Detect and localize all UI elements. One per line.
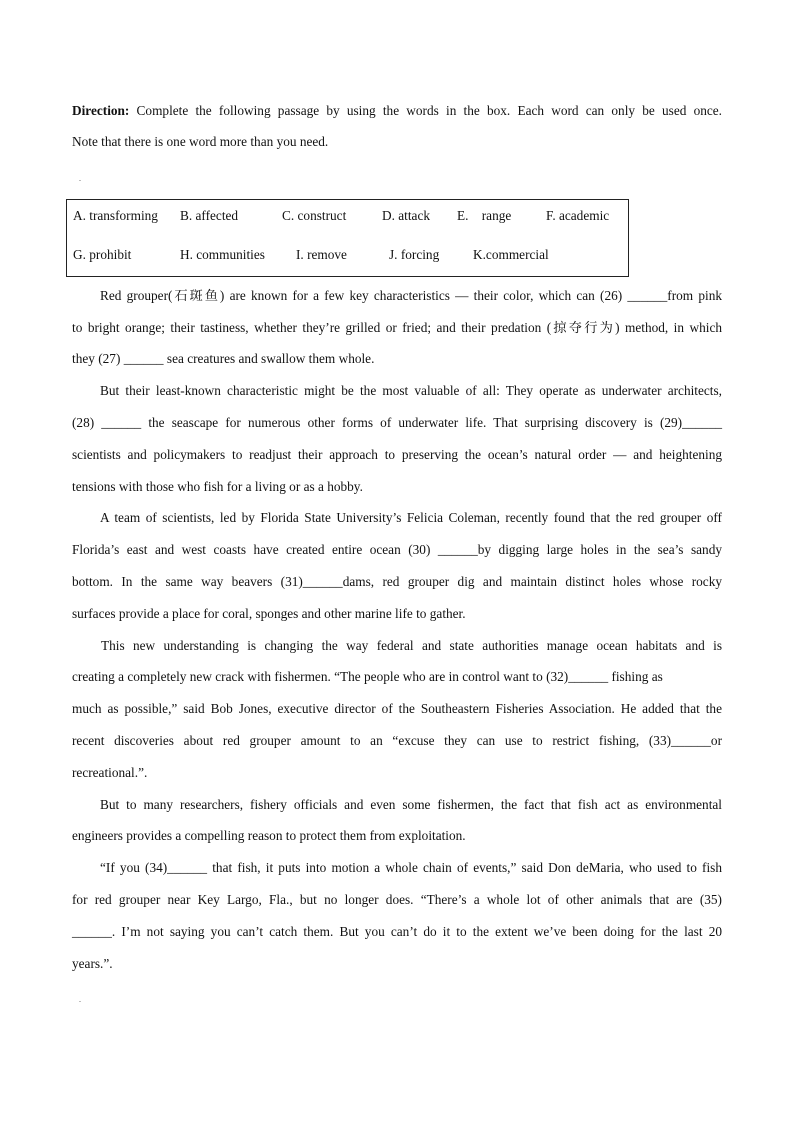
word-bank-box (66, 199, 629, 277)
direction-label: Direction: (72, 103, 130, 118)
passage-line: scientists and policymakers to readjust their approach to preserving the ocean’s natural order — and heightening (72, 447, 722, 462)
option-i: I. remove (296, 247, 347, 262)
passage-line: But to many researchers, fishery officials and even some fishermen, the fact that fish act as environmental (100, 797, 722, 812)
option-e: E. range (457, 208, 512, 223)
passage-line: recreational.”. (72, 765, 148, 780)
passage-line: for red grouper near Key Largo, Fla., but no longer does. “There’s a whole lot of other animals that are (35) (72, 892, 722, 907)
passage-line: engineers provides a compelling reason to protect them from exploitation. (72, 828, 466, 843)
option-a: A. transforming (73, 208, 158, 223)
passage-line: creating a completely new crack with fishermen. “The people who are in control want to (32)______ fishing as (72, 669, 663, 684)
passage-line: much as possible,” said Bob Jones, executive director of the Southeastern Fisheries Association. He added that the (72, 701, 722, 716)
passage-line: years.”. (72, 956, 113, 971)
passage-line: But their least-known characteristic might be the most valuable of all: They operate as underwater architects, (100, 383, 722, 398)
passage-line: bottom. In the same way beavers (31)______dams, red grouper dig and maintain distinct holes whose rocky (72, 574, 722, 589)
option-h: H. communities (180, 247, 265, 262)
passage-line: This new understanding is changing the way federal and state authorities manage ocean habitats and is (101, 638, 722, 653)
option-g: G. prohibit (73, 247, 132, 262)
passage-line: they (27) ______ sea creatures and swallow them whole. (72, 351, 375, 366)
direction-line-1 (72, 103, 722, 119)
direction-text-1: Complete the following passage by using the words in the box. Each word can only be used once. (129, 103, 722, 118)
passage-line: (28) ______ the seascape for numerous other forms of underwater life. That surprising discovery is (29)______ (72, 415, 722, 430)
option-b: B. affected (180, 208, 239, 223)
option-f: F. academic (546, 208, 610, 223)
passage-line: A team of scientists, led by Florida State University’s Felicia Coleman, recently found that the red grouper off (100, 510, 722, 525)
passage-line: ______. I’m not saying you can’t catch them. But you can’t do it to the extent we’ve been doing for the last 20 (72, 924, 722, 939)
passage-line: surfaces provide a place for coral, sponges and other marine life to gather. (72, 606, 466, 621)
option-d: D. attack (382, 208, 430, 223)
passage-line: tensions with those who fish for a living or as a hobby. (72, 479, 363, 494)
paragraph-mark: . (79, 174, 81, 183)
passage-line: “If you (34)______ that fish, it puts into motion a whole chain of events,” said Don deMaria, who used to fish (100, 860, 722, 875)
option-c: C. construct (282, 208, 347, 223)
passage-line: to bright orange; their tastiness, whether they’re grilled or fried; and their predation (掠夺行为) method, in which (72, 320, 722, 335)
option-k: K.commercial (473, 247, 549, 262)
passage-line: recent discoveries about red grouper amount to an “excuse they can use to restrict fishing, (33)______or (72, 733, 722, 748)
direction-line-2: Note that there is one word more than you need. (72, 134, 329, 149)
option-j: J. forcing (389, 247, 440, 262)
passage-line: Florida’s east and west coasts have created entire ocean (30) ______by digging large holes in the sea’s sandy (72, 542, 722, 557)
passage-line: Red grouper(石斑鱼) are known for a few key characteristics — their color, which can (26) ______from pink (100, 288, 722, 303)
paragraph-mark: . (79, 995, 81, 1004)
